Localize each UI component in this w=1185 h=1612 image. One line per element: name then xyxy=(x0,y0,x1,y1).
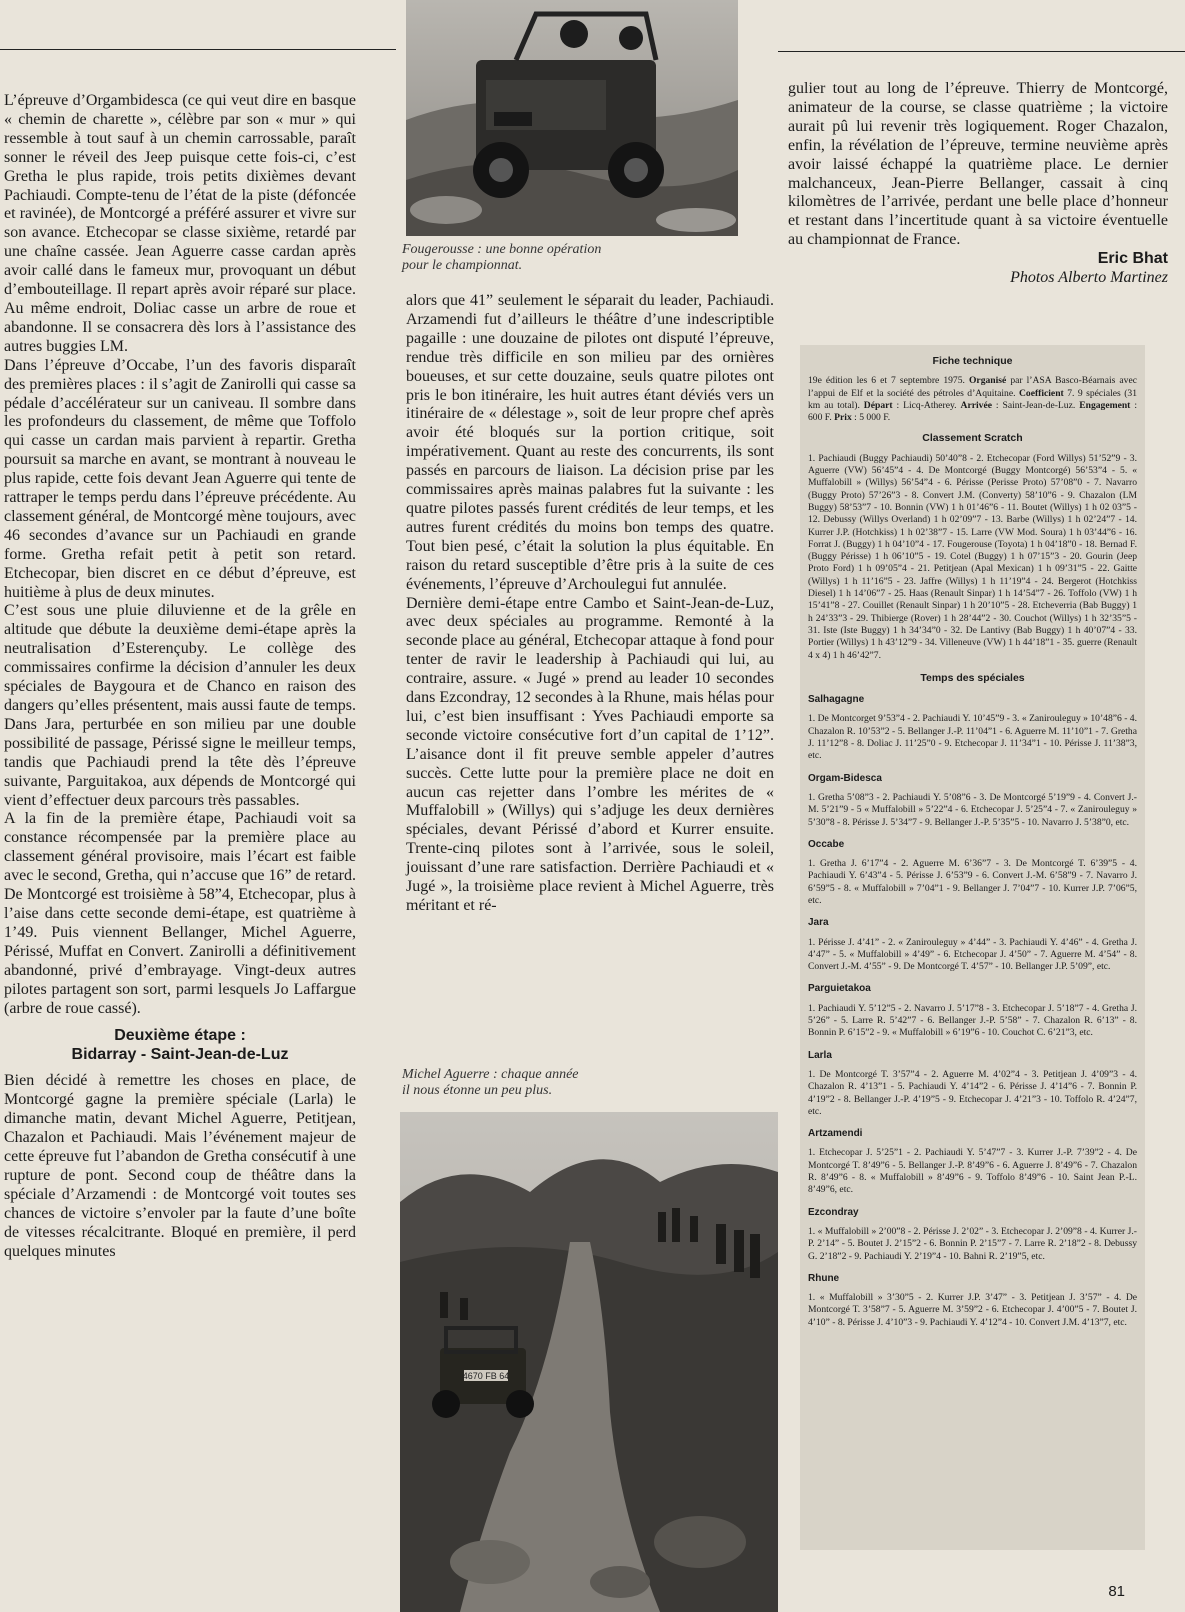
intro-run: Arrivée xyxy=(960,399,992,411)
special-results: 1. Gretha J. 6’17”4 - 2. Aguerre M. 6’36”7 - 3. De Montcorgé T. 6’39”5 - 4. Pachiaudi Y. 6’43”4 - 5. Périsse J. 6’53”9 - 6. Convert J.-M. 6’58”9 - 7. Navarro J. 6’59”5 - 8. « Muffalobill » 7’04”1 - 9. Bellanger J. 7’04”7 - 10. Kurrer J.P. 7’06”5, etc. xyxy=(808,858,1137,906)
caption-top: Fougerousse : une bonne opération pour le championnat. xyxy=(402,242,602,273)
scratch-title: Classement Scratch xyxy=(922,432,1023,445)
paragraph: alors que 41” seulement le séparait du leader, Pachiaudi. Arzamendi fut d’ailleurs le théâtre d’une indescriptible pagaille : une douzaine de pilotes ont disputé l’épreuve, rendue très difficile en son milieu par des ornières boueuses, et sur cette douzaine, seuls quatre pilotes ont pris le bon itinéraire, les huit autres étant déviés vers un itinéraire de « délestage », soit de leur propre chef après avoir été bloqués sur la portion critique, soit impérativement. Quant au reste des concurrents, ils sont passés en parcours de liaison. La décision prise par les commissaires après mainas palabres fut la suivante : les quatre pilotes passés furent crédités de leur temps, et les autres furent crédités du moins bon temps des quatre. Tout bien pesé, c’était la solution la plus équitable. En raison du retard susceptible d’être pris à la suite de ces événements, l’épreuve d’Archoulegui fut annulée. xyxy=(406,292,774,593)
intro-run: Coefficient xyxy=(1018,387,1064,399)
special-name: Orgam-Bidesca xyxy=(808,772,882,784)
intro-run: Prix xyxy=(834,412,852,424)
paragraph: gulier tout au long de l’épreuve. Thierry de Montcorgé, animateur de la course, se classe quatrième ; la victoire aurait pû lui revenir très logiquement. Roger Chazalon, enfin, la révélation de l’épreuve, termine neuvième après avoir laissé échappé la quatrième place. Le dernier malchanceux, Jean-Pierre Bellanger, cassait à cinq kilomètres de l’arrivée, perdant une belle place d’honneur et restant dans l’incertitude quant à sa victoire éventuelle au championnat de France. xyxy=(788,80,1168,249)
special-name: Rhune xyxy=(808,1272,840,1284)
page-number: 81 xyxy=(1108,1583,1125,1600)
specials-title: Temps des spéciales xyxy=(920,671,1025,684)
specials-list xyxy=(808,694,1137,1329)
special-name: Jara xyxy=(808,917,829,929)
intro-run: : Saint-Jean-de-Luz. xyxy=(991,399,1080,411)
caption-bottom: Michel Aguerre : chaque année il nous étonne un peu plus. xyxy=(402,1067,579,1098)
special-results: 1. De Montcorgé T. 3’57”4 - 2. Aguerre M. 4’02”4 - 3. Petitjean J. 4’09”3 - 4. Chazalon R. 4’13”1 - 5. Pachiaudi Y. 4’14”2 - 6. Périsse J. 4’14”6 - 7. Bonnin P. 4’19”2 - 8. Bellanger J.-P. 4’19”5 - 9. Etchecopar J. 4’21”3 - 10. Toffolo R. 4’24”7, etc. xyxy=(808,1068,1137,1117)
special-results: 1. Gretha 5’08”3 - 2. Pachiaudi Y. 5’08”6 - 3. De Montcorgé 5’19”9 - 4. Convert J.-M. 5’21”9 - 5 « Muffalobill » 5’22”4 - 6. Etchecopar J. 5’25”4 - 7. « Zanirouleguy » 5’30”8 - 8. Périsse J. 5’34”7 - 9. Bellanger J.-P. 5’35”5 - 10. Navarro J. 5’38”0, etc. xyxy=(808,791,1137,828)
technical-sheet-title: Fiche technique xyxy=(932,355,1013,367)
intro-run: par l’ASA Basco-Béarnais avec l’appui de Elf et la société des pétroles d’Aquitaine. xyxy=(808,375,1137,399)
article-column-3 xyxy=(788,80,1168,288)
special-results: 1. De Montcorget 9’53”4 - 2. Pachiaudi Y. 10’45”9 - 3. « Zanirouleguy » 10’48”6 - 4. Chazalon R. 10’53”2 - 5. Bellanger J.-P. 11’04”1 - 6. Aguerre M. 11’10”1 - 7. Gretha J. 11’12”8 - 8. Doliac J. 11’25”0 - 9. Etchecopar J. 11’34”1 - 10. Périsse J. 11’38”3, etc. xyxy=(808,713,1137,762)
intro-run: 7. 9 spéciales (31 km au total). xyxy=(808,387,1137,411)
paragraph: A la fin de la première étape, Pachiaudi voit sa constance récompensée par la première place au classement général provisoire, mais l’écart est faible avec le second, Gretha, qui n’accuse que 16” de retard. De Montcorgé est troisième à 58”4, Etchecopar, plus à l’aise dans cette seconde demi-étape, est quatrième à 1’49. Puis viennent Bellanger, Michel Aguerre, Périssé, Muffat en Convert. Zanirolli a définitivement abandonné, privé d’embrayage. Vingt-deux autres pilotes partagent son sort, parmi lesquels Jo Laffargue (arbre de roue cassé). xyxy=(4,810,356,1017)
intro-run: : Licq-Atherey. xyxy=(892,399,961,411)
paragraph: Dans l’épreuve d’Occabe, l’un des favoris disparaît des premières places : il s’agit de Zanirolli qui casse sa pédale d’accélérateur sur un caniveau. Il sombre dans les profondeurs du classement, de même que Toffolo qui casse un cardan mais parvient à repartir. Gretha poursuit sa marche en avant, se montrant à nouveau le plus rapide, cette fois devant Jean Aguerre qui tente de rattraper le temps perdu dans l’épreuve précédente. Au classement général, de Montcorgé mène toujours, avec 46 secondes d’avance sur un Pachiaudi en grande forme. Gretha refait petit à petit son retard. Etchecopar, bien discret en ce début d’épreuve, est huitième à plus de deux minutes. xyxy=(4,356,356,601)
intro-run: Organisé xyxy=(964,375,1007,387)
photo-buggy xyxy=(400,1112,778,1612)
license-plate: 4670 FB 64 xyxy=(462,1371,510,1381)
article-column-2 xyxy=(406,292,774,916)
special-name: Artzamendi xyxy=(808,1128,863,1140)
photo-credit: Photos Alberto Martinez xyxy=(1010,269,1168,287)
paragraph: Bien décidé à remettre les choses en place, de Montcorgé gagne la première spéciale (Larla) le dimanche matin, devant Michel Aguerre, Petitjean, Chazalon et Pachiaudi. Mais l’événement majeur de cette épreuve fut l’abandon de Gretha consécutif à une rupture de pont. Second coup de théâtre dans la spéciale d’Arzamendi : de Montcorgé voit toutes ses chances de victoire s’envoler par la faute d’une boîte de vitesses récalcitrante. Bloqué en première, il perd quelques minutes xyxy=(4,1072,356,1260)
special-results: 1. « Muffalobill » 3’30”5 - 2. Kurrer J.P. 3’47” - 3. Petitjean J. 3’57” - 4. De Montcorgé T. 3’58”7 - 5. Aguerre M. 3’59”2 - 6. Etchecopar J. 4’00”5 - 7. Boutet J. 4’10” - 8. Périsse J. 4’10”3 - 9. Pachiaudi Y. 4’12”4 - 10. Convert J.M. 4’13”7, etc. xyxy=(808,1292,1137,1328)
intro-run: : 600 F. xyxy=(808,399,1137,424)
special-name: Larla xyxy=(808,1049,832,1061)
section-heading: Deuxième étape : Bidarray - Saint-Jean-de-Luz xyxy=(71,1027,289,1064)
intro-run: : 5 000 F. xyxy=(851,412,891,424)
intro-run: Engagement xyxy=(1079,399,1131,411)
technical-sheet-intro xyxy=(808,375,1137,424)
article-column-1 xyxy=(4,92,356,1261)
special-name: Occabe xyxy=(808,838,845,850)
special-results: 1. « Muffalobill » 2’00”8 - 2. Périsse J. 2’02” - 3. Etchecopar J. 2’09”8 - 4. Kurrer J.-P. 2’14” - 5. Boutet J. 2’15”2 - 6. Bonnin P. 2’15”7 - 7. Larre R. 2’18”2 - 8. Debussy G. 2’18”2 - 9. Pachiaudi Y. 2’19”4 - 10. Bahni R. 2’19”5, etc. xyxy=(808,1225,1137,1262)
intro-run: 19e édition les 6 et 7 septembre 1975. xyxy=(808,375,965,387)
top-rule-right xyxy=(778,51,1185,52)
photo-jeep xyxy=(406,0,738,236)
special-results: 1. Pachiaudi Y. 5’12”5 - 2. Navarro J. 5’17”8 - 3. Etchecopar J. 5’18”7 - 4. Gretha J. 5’26” - 5. Larre R. 5’42”7 - 6. Bellanger J.-P. 5’58” - 7. Chazalon R. 6’13” - 8. Bonnin P. 6’15”2 - 9. « Muffalobill » 6’19”6 - 10. Couchot C. 6’21”3, etc. xyxy=(808,1002,1137,1039)
author-name: Eric Bhat xyxy=(1097,250,1168,268)
technical-sheet xyxy=(800,345,1145,1550)
special-results: 1. Etchecopar J. 5’25”1 - 2. Pachiaudi Y. 5’47”7 - 3. Kurrer J.-P. 7’39”2 - 4. De Montcorgé T. 8’49”6 - 5. Bellanger J.-P. 8’49”6 - 6. Aguerre J. 8’49”6 - 7. Chazalon R. 8’49”6 - 8. « Muffalobill » 8’49”6 - 9. Toffolo 8’49”6 - 10. Saint Jean P.-L. 8’49”6, etc. xyxy=(808,1147,1137,1196)
special-results: 1. Périsse J. 4’41” - 2. « Zanirouleguy » 4’44” - 3. Pachiaudi Y. 4’46” - 4. Gretha J. 4’47” - 5. « Muffalobill » 4’49” - 6. Etchecopar J. 4’50” - 7. Aguerre M. 4’54” - 8. Convert J.-M. 4’55” - 9. De Montcorgé T. 4’57” - 10. Bellanger J.P. 5’09”, etc. xyxy=(808,936,1137,973)
special-name: Parguietakoa xyxy=(808,983,871,995)
paragraph: L’épreuve d’Orgambidesca (ce qui veut dire en basque « chemin de charette », célèbre par son « mur » qui ressemble à tout sauf à un chemin carrossable, paraît sonner le réveil des Jeep puisque cette fois-ci, c’est Gretha le plus rapide, trois petits dixièmes devant Pachiaudi. Compte-tenu de l’état de la piste (défoncée et ravinée), de Montcorgé a préféré assurer et vivre sur son avance. Etchecopar se classe sixième, retardé par une chaîne cassée. Jean Aguerre casse cardan après avoir callé dans le fameux mur, provoquant un début d’embouteillage. Il repart après avoir réparé sur place. Au même endroit, Doliac casse un arbre de roue et abandonne. Il se consacrera dès lors à l’assistance des autres buggies LM. xyxy=(4,92,356,355)
top-rule-left xyxy=(0,49,396,50)
special-name: Ezcondray xyxy=(808,1206,859,1218)
paragraph: C’est sous une pluie diluvienne et de la grêle en altitude que débute la deuxième demi-étape après la neutralisation d’Esterençuby. Le collège des commissaires confirme la décision d’annuler les deux spéciales de Baygoura et de Chanco en raison des dangers qu’elles présentent, mais aussi faute de temps. Dans Jara, perturbée en son milieu par une double possibilité de passage, Périssé signe le meilleur temps, tandis que Pachiaudi prend la tête dès l’épreuve suivante, Parguitakoa, aux dépends de Montcorgé qui vient d’effectuer deux parcours très passables. xyxy=(4,602,356,809)
scratch-results: 1. Pachiaudi (Buggy Pachiaudi) 50’40”8 - 2. Etchecopar (Ford Willys) 51’52”9 - 3. Aguerre (VW) 56’45”4 - 4. De Montcorgé (Buggy Montcorgé) 56’53”4 - 5. « Muffalobill » (Willys) 56’54”4 - 6. Périsse (Perisse Proto) 57’08”0 - 7. Navarro (Buggy Proto) 57’26”3 - 8. Convert J.M. (Converty) 58’10”6 - 9. Chazalon (LM Buggy) 58’53”7 - 10. Bonnin (VW) 1 h 01’46”6 - 11. Boutet (Willys) 1 h 02 03”5 - 12. Debussy (Willys Overland) 1 h 02’09”7 - 13. Barbe (Willys) 1 h 02’24”7 - 14. Kurrer J.P. (Hotchkiss) 1 h 02’38”7 - 15. Larre (VW Mod. Soura) 1 h 03’44”6 - 16. Forrat J. (Buggy) 1 h 04’10”4 - 17. Fougerouse (Toyota) 1 h 04’18”0 - 18. Bernad F. (Buggy Périsse) 1 h 06’10”5 - 19. Cotel (Buggy) 1 h 07’15”3 - 20. Gourin (Jeep Proto Ford) 1 h 09’05”4 - 21. Petitjean (Apal Mexican) 1 h 09’31”5 - 22. Gaitte (Willys) 1 h 11’16”5 - 23. Jaffre (Willys) 1 h 11’19”4 - 24. Bergerot (Hotchkiss Diesel) 1 h 14’06”7 - 25. Haas (Renault Sinpar) 1 h 14’54”7 - 26. Toffolo (VW) 1 h 15’41”8 - 27. Couillet (Renault Sinpar) 1 h 20’10”5 - 28. Etcheverria (Bab Buggy) 1 h 24’33”3 - 29. Thibierge (Rover) 1 h 28’44”2 - 30. Couchot (Willys) 1 h 32’35”5 - 31. Iste (Iste Buggy) 1 h 34’34”0 - 32. De Lantivy (Bab Buggy) 1 h 40’07”4 - 33. Portier (Willys) 1 h 43’12”9 - 34. Villeneuve (VW) 1 h 44’18”1 - 35. guerre (Renault 4 x 4) 1 h 46’42”7. xyxy=(808,452,1137,661)
intro-run: Départ xyxy=(863,399,893,411)
special-name: Salhagagne xyxy=(808,694,865,706)
paragraph: Dernière demi-étape entre Cambo et Saint-Jean-de-Luz, avec deux spéciales au programme. Remonté à la seconde place au général, Etchecopar attaque à fond pour tenter de ravir le leadership à Pachiaudi qui lui, au contraire, assure. « Jugé » prend au leader 10 secondes dans Ezcondray, 12 secondes à la Rhune, mais hélas pour lui, c’est bien insuffisant : Yves Pachiaudi emporte sa seconde victoire consécutive fort d’un capital de 1’12”. L’aisance dont il fit preuve semble appeler d’autres succès. Cette lutte pour la première place ne doit en aucun cas rejetter dans l’ombre les mérites de « Muffalobill » (Willys) qui s’adjuge les deux dernières spéciales, devant Périssé d’abord et Kurrer ensuite. Trente-cinq pilotes sont à l’arrivée, sous le soleil, jouissant d’une rare satisfaction. Derrière Pachiaudi et « Jugé », la troisième place revient à Michel Aguerre, très méritant et ré- xyxy=(406,594,774,914)
